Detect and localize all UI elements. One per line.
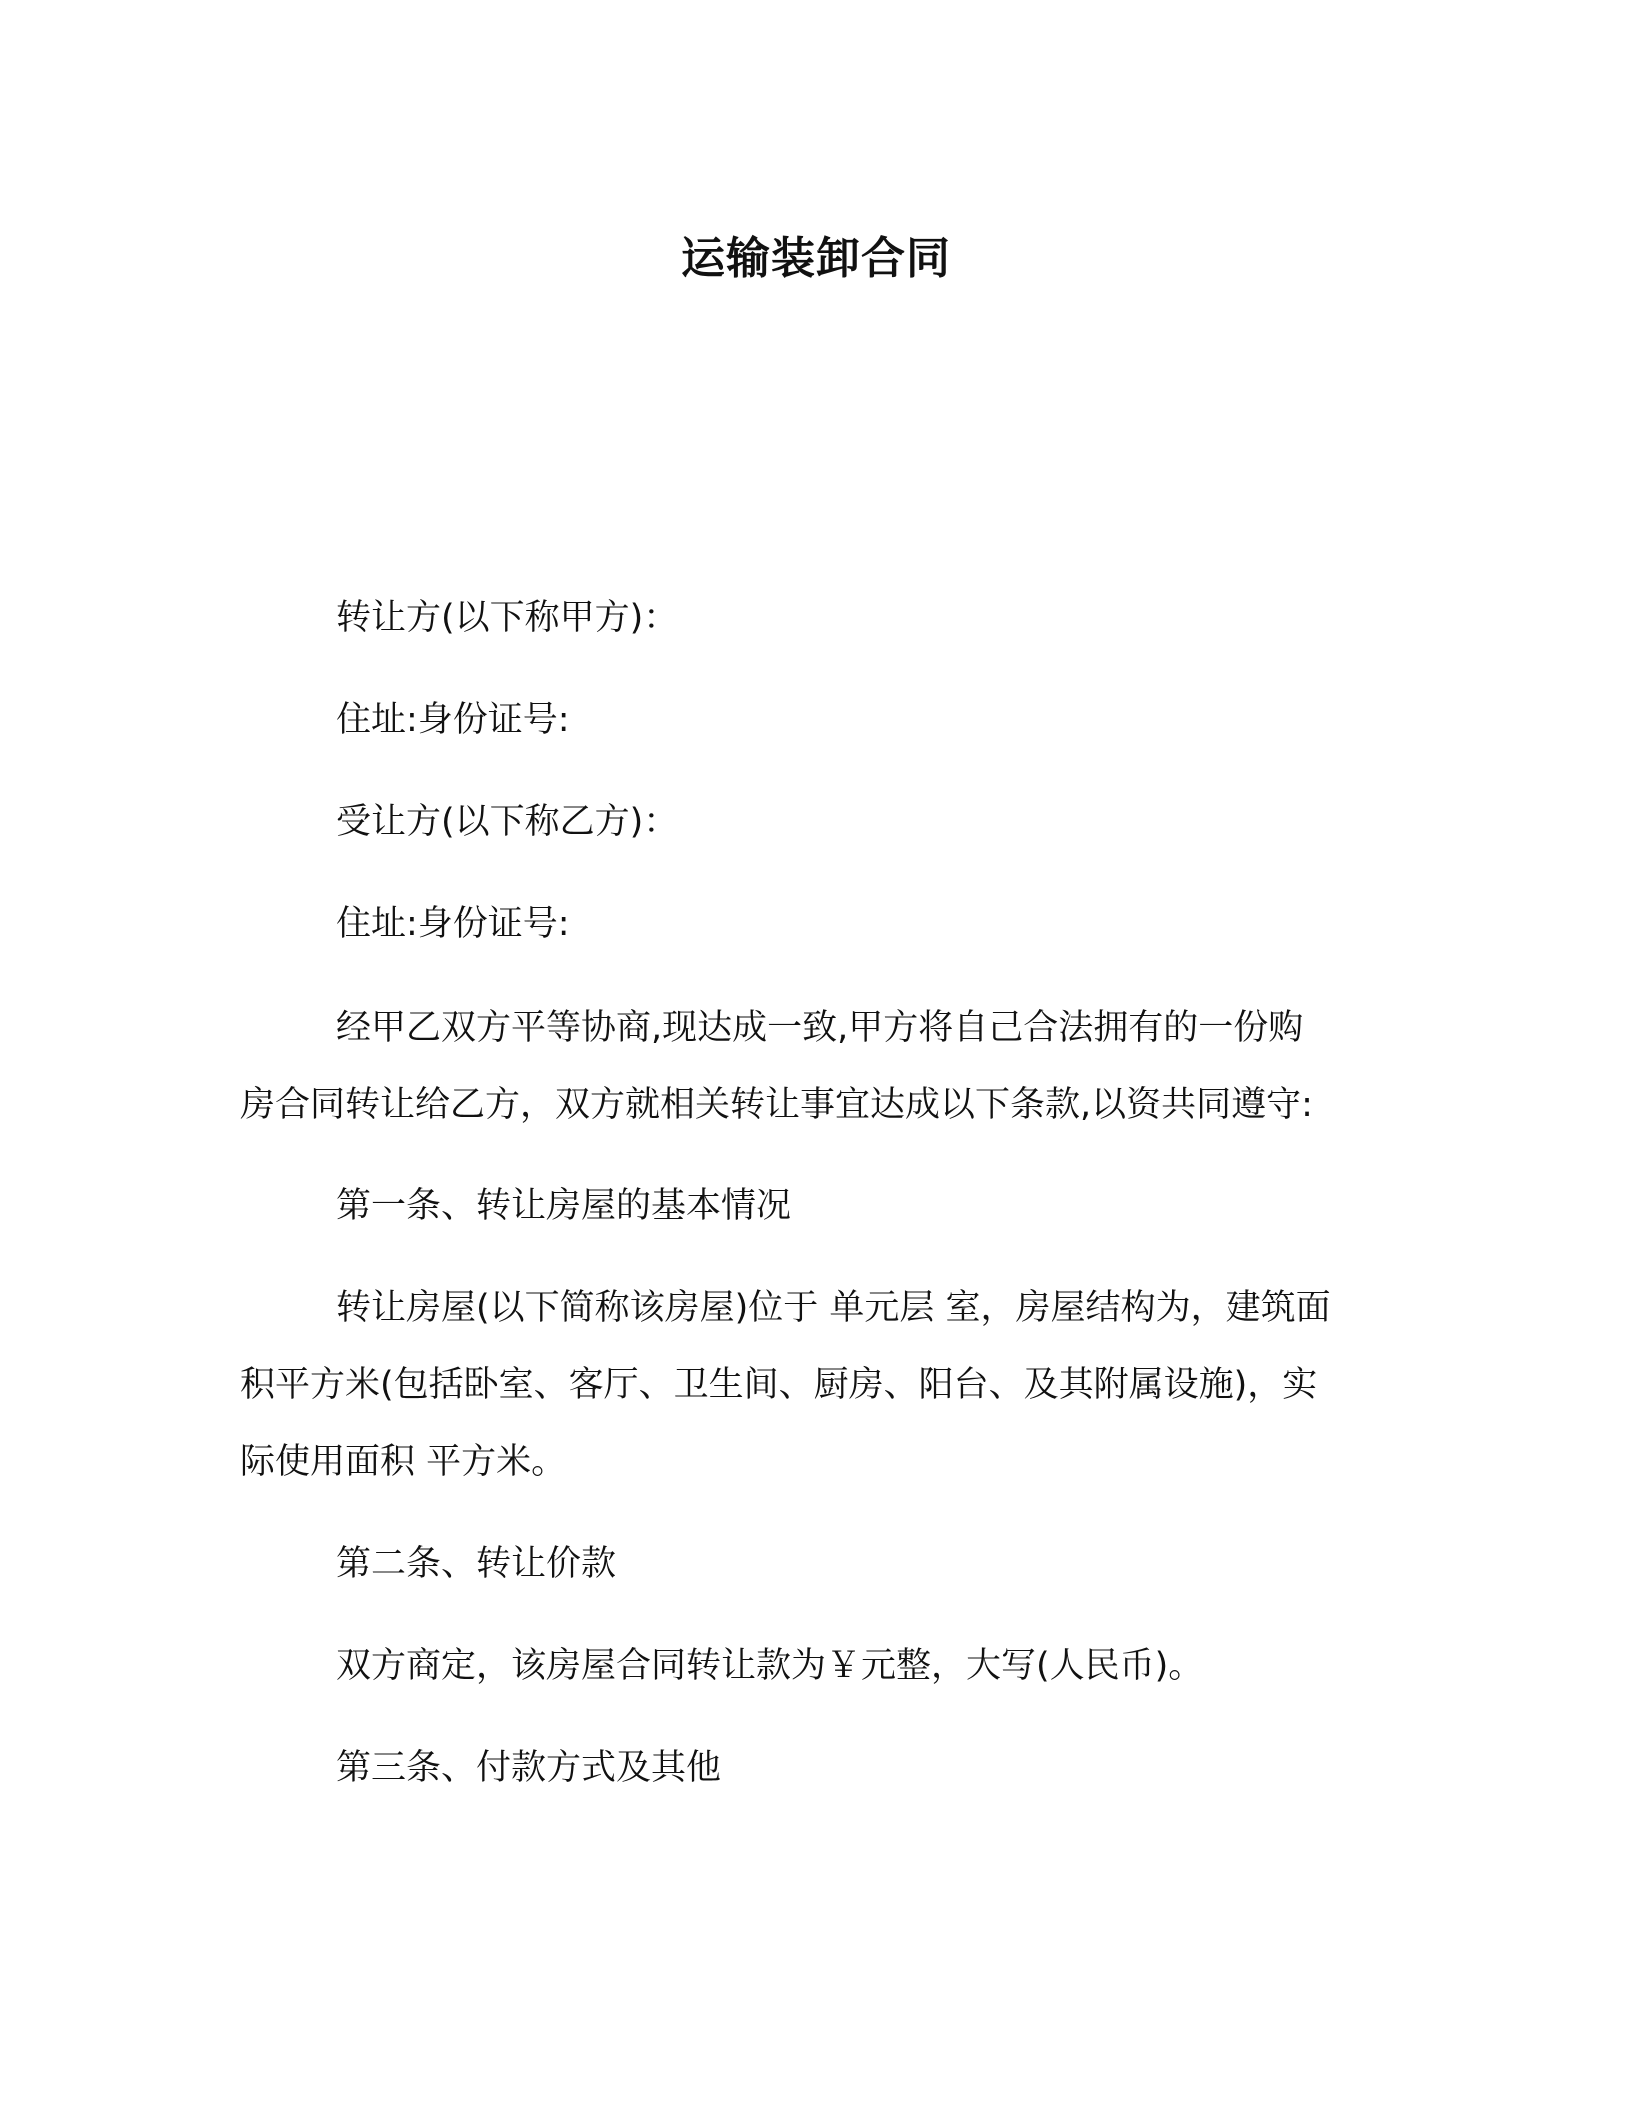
paragraph-line: 转让房屋(以下简称该房屋)位于 单元层 室，房屋结构为，建筑面 <box>336 1288 1331 1328</box>
paragraph-line: 经甲乙双方平等协商,现达成一致,甲方将自己合法拥有的一份购 <box>336 1008 1304 1048</box>
document-title: 运输装卸合同 <box>681 233 951 284</box>
article-three-heading: 第三条、付款方式及其他 <box>336 1748 722 1788</box>
article-two-heading: 第二条、转让价款 <box>336 1544 617 1584</box>
transferor-line: 转让方(以下称甲方)： <box>336 598 679 638</box>
transferee-line: 受让方(以下称乙方)： <box>336 802 679 842</box>
paragraph-line: 积平方米(包括卧室、客厅、卫生间、厨房、阳台、及其附属设施)，实 <box>240 1365 1318 1405</box>
property-description-paragraph <box>240 1270 1380 1501</box>
transferee-address-line: 住址:身份证号: <box>336 904 570 944</box>
paragraph-line: 际使用面积 平方米。 <box>240 1442 567 1482</box>
agreement-intro-paragraph <box>240 990 1380 1144</box>
price-paragraph: 双方商定，该房屋合同转让款为￥元整，大写(人民币)。 <box>336 1646 1204 1686</box>
transferor-address-line: 住址:身份证号: <box>336 700 570 740</box>
article-one-heading: 第一条、转让房屋的基本情况 <box>336 1186 792 1226</box>
paragraph-line: 房合同转让给乙方，双方就相关转让事宜达成以下条款,以资共同遵守: <box>240 1085 1313 1125</box>
